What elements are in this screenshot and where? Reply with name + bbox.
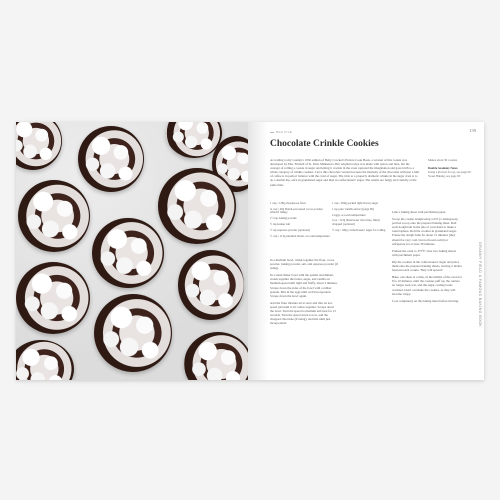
ingredient-item: 1 cup / 200g packed light brown sugar [332,201,379,205]
section-kicker: BAR FIVE [276,130,293,134]
method-steps-left [270,258,338,328]
cookie-image [158,168,236,244]
notes-label: Double Academy Notes [428,166,458,170]
ingredient-item: 1 tsp pure vanilla extract (page 00) [332,206,374,211]
cookie-image [16,340,74,380]
cookie-photo [16,122,248,380]
ingredient-list-2-block [332,202,388,235]
method-step: In a medium bowl, whisk together the flour, cocoa powder, baking powder, salt, and espresso powder (if using). [270,258,338,271]
ingredient-item: ¼ cup / 40g Dutch-processed cocoa powder, sifted if lumpy [270,206,324,215]
cookie-image [184,332,248,380]
running-head-vertical: GRANNY FIELD & FAMOUS BAKING BOOK [478,242,482,328]
method-step: Dip the cookies in the confectioners' sugar and place them onto the prepared baking sheets, leaving 2 inches between each cookie. They will spread! [392,259,462,273]
open-cookbook [16,122,484,380]
kicker-rule [270,132,274,133]
ingredient-item: 1½ tsp baking powder [270,216,297,221]
notes-text: Using a Portion Scoop, see page 00 · Sweet Baking, see page 00 [428,170,473,178]
method-step: Add the flour mixture all at once and mix on low speed just until it all comes together. Scrape down the bowl. Turn the speed to medium and beat for 15 seconds. Turn the speed down to low, add the chopped chocolate (if using), and mix until just incorporated. [270,300,336,326]
cookie-image [18,180,90,252]
method-step: Line a baking sheet with parchment paper. [392,210,447,214]
ingredient-item: 2 eggs, at room temperature [332,212,366,217]
cookie-image [92,218,164,288]
recipe-meta [428,158,478,178]
cookie-image [16,122,62,170]
ingredient-item: ½ cup / 100g confectioners' sugar for rolling [332,227,386,232]
ingredient-item: ½ tsp kosher salt [270,221,291,226]
yield-text: Makes about 36 cookies [428,158,458,162]
ingredient-item: 1 cup / 128g all-purpose flour [270,201,306,205]
recipe-intro: According to my Granny's 1956 edition of Betty Crocker's Picture Cook Book, a version of this cookie was developed by Mrs. Frisbell of St. Paul, Minnesota. Her original recipe was made with spices and nuts, but the concept of rolling a cookie in sugar and letting it crackle in the oven captured the imagination and gave birth to a whole category of crinkle cookies. I love this chocolate version because the intensity of the chocolate with just a hint of coffee is in perfect balance with the crust of sugar. The trick to a properly dramatic crinkle in the sugar crust is to do a double dip, once in granulated sugar and then in confectioners' sugar. The results are fudgy and crunchy at the same time. [270,158,420,187]
ingredient-item: ½ cup / 113g unsalted butter, at room temperature [270,233,330,238]
cookie-image [94,294,172,372]
method-step: In a stand mixer bowl with the paddle attachment, cream together the butter, sugar, and vanilla on medium speed until light and fluffy, about 3 minutes. Scrape down the sides of the bowl with a rubber spatula. Mix in the eggs until well incorporated. Scrape down the bowl again. [270,273,338,298]
cookie-image [16,262,90,334]
page-number: 139 [469,128,476,133]
cookie-image [78,126,144,192]
ingredient-list-1 [270,202,330,240]
ingredient-item: 4 oz / 113g bittersweet chocolate, finely chopped (optional) [332,218,380,226]
method-steps-right [392,210,462,306]
method-step: Bake, one sheet at a time, in the middle of the oven for 8 to 10 minutes, until the cookies puff up, the centers no longer look wet, and the sugar coating looks crackled. Don't overbake the cookies, as they will become crispy. [392,275,462,296]
recipe-title: Chocolate Crinkle Cookies [270,139,379,149]
ingredient-item: ½ tsp espresso powder (optional) [270,227,310,232]
method-step: Preheat the oven to 375°F. Line two baking sheets with parchment paper. [392,248,456,257]
cookie-image [178,250,244,320]
method-step: Cool completely on the baking sheet before moving. [392,298,459,303]
method-step: Scoop the cookie dough using a #70 (1-tablespoon) portion scoop onto the prepared baking sheet. Roll each dough ball in the pile of your hand to make a round sphere. Roll the cookies in granulated sugar. Freeze the dough balls for about 15 minutes (they should be very cold, but not frozen solid) or refrigerate for at least 30 minutes. [392,217,458,246]
recipe-page [252,122,484,380]
